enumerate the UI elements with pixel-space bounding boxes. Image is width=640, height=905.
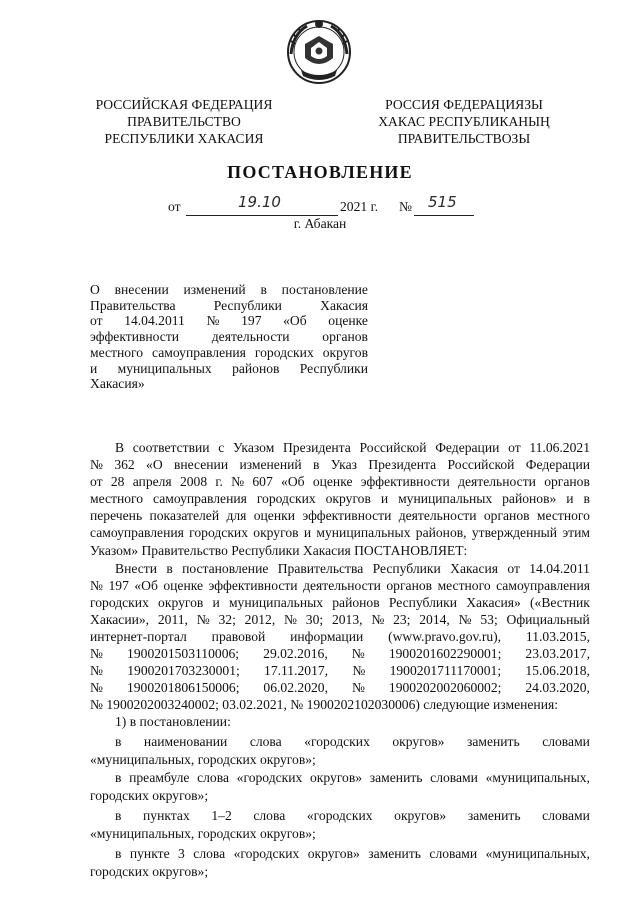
number-handwritten: 515 [428, 193, 457, 211]
body-word: 2008 [179, 474, 208, 489]
body-word: «муниципальных, [485, 846, 590, 861]
body-word: 53; [480, 612, 498, 627]
body-word: 30; [305, 612, 324, 627]
body-word: Хакасия [450, 561, 498, 576]
subject-word: Республики [299, 360, 368, 376]
body-word: 2012, [244, 612, 276, 627]
subject-word: внесении [114, 282, 169, 297]
body-word: преамбуле [129, 770, 190, 785]
body-word: № [90, 646, 103, 661]
body-word: № [90, 663, 103, 678]
body-word: № [351, 646, 365, 661]
body-word: самоуправления [153, 491, 247, 506]
body-word: эффективности [208, 578, 298, 593]
body-word: местного [90, 491, 144, 506]
body-word: органов [544, 474, 590, 489]
body-word: № [351, 680, 365, 695]
body-word: округов» [392, 734, 445, 749]
body-word: «Об [281, 474, 305, 489]
subject-word: Республики [213, 297, 282, 313]
body-word: эффективности [360, 474, 450, 489]
date-year: 2021 г. [340, 199, 379, 214]
body-line [90, 578, 590, 594]
body-word: Президента [368, 457, 437, 472]
body-word: в [115, 770, 122, 785]
body-word: округов [325, 491, 371, 506]
body-line [90, 561, 590, 577]
subject-word: органов [322, 329, 368, 345]
subject-line [90, 345, 368, 361]
body-word: («Вестник [530, 595, 590, 610]
subject-word: О [90, 282, 100, 297]
body-word: и [566, 491, 574, 506]
body-line [90, 525, 590, 541]
body-word: оценке [163, 578, 204, 593]
body-word: «городских [233, 846, 300, 861]
body-word: городских [90, 595, 149, 610]
body-word: апреля [132, 474, 172, 489]
body-word: В [115, 440, 125, 455]
body-line [90, 663, 590, 679]
body-word: Официальный [506, 612, 590, 627]
body-line [90, 474, 590, 490]
subject-word: Правительства [90, 297, 176, 313]
body-word: 1900201806150006; [126, 680, 240, 695]
body-line [90, 808, 590, 824]
body-line [90, 595, 590, 611]
body-line [90, 491, 590, 507]
body-word: 607 [252, 474, 273, 489]
subject-word: самоуправления [152, 344, 246, 360]
subject-word: 197 [241, 313, 262, 329]
header-left-line: РОССИЙСКАЯ ФЕДЕРАЦИЯ [95, 97, 273, 112]
body-word: деятельности [303, 578, 381, 593]
body-word: округов» [394, 808, 447, 823]
body-word: городских [189, 525, 249, 540]
body-word: 15.06.2018, [525, 663, 590, 678]
body-word: оценки [253, 508, 295, 523]
date-prefix: от [168, 199, 181, 214]
number-sign: № [399, 199, 412, 214]
body-word: заменить [467, 808, 521, 823]
body-word: с [218, 440, 225, 455]
body-word: изменений [239, 457, 302, 472]
body-word: 1900201602290001; [388, 646, 502, 661]
body-word: 1900202002060002; [388, 680, 502, 695]
body-word: Федерации [435, 440, 500, 455]
body-word: для [226, 508, 247, 523]
body-word: этим [562, 525, 590, 540]
body-word: 29.02.2016, [263, 646, 328, 661]
body-word: № [90, 578, 103, 593]
body-word: районов [332, 595, 380, 610]
body-word: районов» [502, 491, 557, 506]
body-word: 1900201503110006; [127, 646, 240, 661]
body-word: в [583, 491, 590, 506]
body-word: районов, [415, 525, 467, 540]
body-word: интернет-портал [90, 629, 187, 644]
body-word: постановление [182, 561, 269, 576]
body-word: «О [146, 457, 163, 472]
subject-word: и [90, 360, 98, 376]
body-word: утвержденный [471, 525, 558, 540]
header-right-block [368, 96, 560, 147]
subject-word: муниципальных [117, 360, 212, 376]
body-word: 14.04.2011 [529, 561, 590, 576]
body-word: 28 [110, 474, 125, 489]
body-word: № [371, 612, 385, 627]
body-word: Внести [115, 561, 157, 576]
body-word: 24.03.2020, [525, 680, 590, 695]
body-word: муниципальных [398, 491, 493, 506]
body-word: № [196, 612, 210, 627]
body-word: муниципальных [228, 595, 324, 610]
body-word: слова [193, 846, 226, 861]
body-word: правовой [211, 629, 266, 644]
body-word: эффективности [302, 508, 392, 523]
body-word: (www.pravo.gov.ru), [388, 629, 502, 644]
body-word: 32; [218, 612, 236, 627]
body-word: 1900201711170001; [389, 663, 502, 678]
body-word: № [90, 680, 103, 695]
body-word: № [90, 457, 103, 472]
body-line [90, 770, 590, 786]
header-left-line: ПРАВИТЕЛЬСТВО [127, 114, 241, 129]
subject-line [90, 282, 368, 298]
body-word: оценке [312, 474, 353, 489]
body-line: городских округов»; [90, 864, 209, 879]
subject-line [90, 298, 368, 314]
body-word: 11.06.2021 [529, 440, 590, 455]
body-word: в [166, 561, 173, 576]
body-word: пунктах [143, 808, 190, 823]
body-word: от [508, 440, 521, 455]
body-word: в [115, 734, 122, 749]
subject-word: 14.04.2011 [124, 313, 185, 329]
body-word: и [380, 491, 389, 506]
body-word: городских [256, 491, 316, 506]
subject-word: деятельности [211, 329, 290, 345]
date-handwritten: 19.10 [238, 193, 281, 211]
document-title: ПОСТАНОВЛЕНИЕ [227, 162, 413, 182]
subject-word: оценке [328, 313, 368, 329]
body-word: 2014, [419, 612, 450, 627]
subject-word: № [206, 313, 220, 329]
body-word: слова [197, 770, 229, 785]
subject-word: в [260, 282, 267, 297]
body-word: «муниципальных, [485, 770, 590, 785]
header-right-line: ХАКАС РЕСПУБЛИКАНЫҢ [378, 114, 550, 129]
body-word: наименовании [143, 734, 228, 749]
header-right-line: ПРАВИТЕЛЬСТВОЗЫ [397, 131, 531, 146]
body-word: пункте [129, 846, 170, 861]
body-word: 11.03.2015, [525, 629, 590, 644]
body-line [90, 612, 590, 628]
body-word: «Об [134, 578, 158, 593]
body-word: 23; [393, 612, 411, 627]
subject-word: от [90, 313, 103, 329]
body-word: деятельности [398, 508, 477, 523]
body-word: г. [215, 474, 223, 489]
subject-line [90, 329, 368, 345]
body-word: самоуправления [496, 578, 590, 593]
body-word: самоуправления [90, 525, 184, 540]
subject-word: Хакасия [320, 297, 368, 313]
body-word: местного [536, 508, 590, 523]
body-word: информации [290, 629, 364, 644]
body-word: Хакасия» [466, 595, 521, 610]
body-line: 1) в постановлении: [115, 714, 231, 729]
body-word: Российской [359, 440, 427, 455]
body-word: 1–2 [211, 808, 232, 823]
coat-of-arms-emblem [283, 14, 355, 86]
body-line [90, 629, 590, 645]
body-word: «городских [304, 734, 370, 749]
body-line [90, 646, 590, 662]
body-word: 17.11.2017, [264, 663, 329, 678]
body-word: показателей [149, 508, 220, 523]
body-word: Российской [447, 457, 515, 472]
body-word: 197 [108, 578, 129, 593]
body-word: № [284, 612, 297, 627]
body-word: Указ [330, 457, 357, 472]
body-word: в [115, 808, 122, 823]
body-word: Правительства [277, 561, 364, 576]
body-line: «муниципальных, городских округов»; [90, 752, 316, 767]
body-word: от [507, 561, 520, 576]
subject-word: эффективности [90, 329, 180, 345]
body-word: заменить [369, 770, 423, 785]
subject-word: округов [322, 344, 368, 360]
body-word: муниципальных [316, 525, 411, 540]
body-word: № [352, 663, 366, 678]
subject-word: районов [232, 360, 280, 376]
body-word: Республики [388, 595, 458, 610]
body-word: от [90, 474, 103, 489]
body-word: 3 [178, 846, 185, 861]
subject-line [90, 361, 368, 377]
body-word: и [212, 595, 220, 610]
body-word: в [115, 846, 122, 861]
body-word: слова [253, 808, 286, 823]
body-word: «городских [236, 770, 303, 785]
body-word: 362 [114, 457, 135, 472]
body-line [90, 440, 590, 456]
body-word: № [458, 612, 472, 627]
body-word: заменить [368, 846, 421, 861]
body-word: местного [437, 578, 491, 593]
body-word: округов» [310, 770, 363, 785]
body-word: Республики [372, 561, 441, 576]
body-word: Хакасии», [90, 612, 150, 627]
body-word: соответствии [132, 440, 210, 455]
subject-block [90, 282, 368, 392]
body-word: органов [483, 508, 530, 523]
header-left-line: РЕСПУБЛИКИ ХАКАСИЯ [104, 131, 264, 146]
subject-line [90, 313, 368, 329]
header-left-block [88, 96, 280, 147]
subject-line-last: Хакасия» [90, 376, 145, 392]
city-name: г. Абакан [293, 216, 347, 231]
body-line [90, 680, 590, 696]
body-word: словами [429, 846, 478, 861]
body-word: Президента [282, 440, 351, 455]
body-word: и [303, 525, 312, 540]
body-word: округов» [307, 846, 360, 861]
subject-word: постановление [281, 282, 368, 297]
body-line: городских округов»; [90, 788, 209, 803]
body-word: в [313, 457, 320, 472]
body-word: словами [542, 808, 590, 823]
body-word: 2013, [331, 612, 363, 627]
body-line [90, 846, 590, 862]
body-word: «городских [306, 808, 373, 823]
body-word: 2011, [157, 612, 188, 627]
body-line: № 1900202003240002; 03.02.2021, № 1900202102030006) следующие изменения: [90, 697, 558, 712]
body-word: 23.03.2017, [525, 646, 590, 661]
body-word: Федерации [525, 457, 590, 472]
body-word: заменить [466, 734, 520, 749]
header-right-line: РОССИЯ ФЕДЕРАЦИЯЗЫ [385, 97, 543, 112]
body-word: внесении [173, 457, 229, 472]
body-word: перечень [90, 508, 143, 523]
body-word: слова [249, 734, 282, 749]
body-line [90, 508, 590, 524]
body-line: «муниципальных, городских округов»; [90, 826, 316, 841]
subject-word: городских [254, 344, 314, 360]
body-word: 1900201703230001; [127, 663, 240, 678]
body-word: 06.02.2020, [263, 680, 328, 695]
body-line [90, 457, 590, 473]
body-line [90, 734, 590, 750]
body-word: округов [253, 525, 299, 540]
subject-word: «Об [283, 313, 307, 329]
body-word: словами [430, 770, 478, 785]
body-word: органов [386, 578, 433, 593]
body-word: Указом [233, 440, 275, 455]
body-word: округов [158, 595, 204, 610]
subject-word: местного [90, 344, 144, 360]
subject-word: изменений [183, 282, 246, 297]
body-word: № [231, 474, 245, 489]
body-word: деятельности [458, 474, 536, 489]
body-line: Указом» Правительство Республики Хакасия ПОСТАНОВЛЯЕТ: [90, 543, 468, 558]
body-word: словами [542, 734, 590, 749]
